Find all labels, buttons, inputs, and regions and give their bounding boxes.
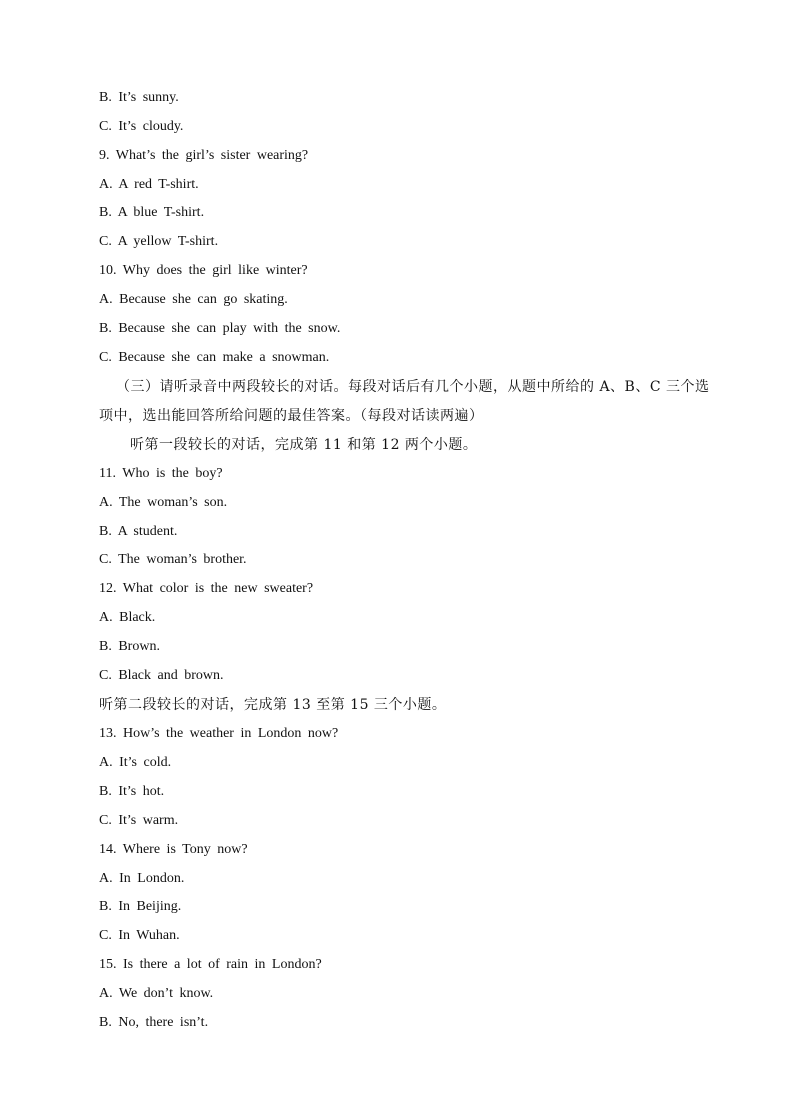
question-15: 15. Is there a lot of rain in London? (99, 957, 322, 972)
option-11c: C. The woman’s brother. (99, 552, 247, 567)
option-8c: C. It’s cloudy. (99, 119, 184, 134)
option-14b: B. In Beijing. (99, 899, 182, 914)
option-12b: B. Brown. (99, 639, 160, 654)
option-8b: B. It’s sunny. (99, 90, 179, 105)
question-9: 9. What’s the girl’s sister wearing? (99, 148, 309, 163)
option-13c: C. It’s warm. (99, 813, 179, 828)
option-13a: A. It’s cold. (99, 755, 172, 770)
option-10c: C. Because she can make a snowman. (99, 350, 330, 365)
option-12a: A. Black. (99, 610, 156, 625)
dialogue-1-heading: 听第一段较长的对话，完成第 11 和第 12 两个小题。 (130, 437, 478, 453)
dialogue-2-heading: 听第二段较长的对话，完成第 13 至第 15 三个小题。 (99, 697, 447, 713)
question-13: 13. How’s the weather in London now? (99, 726, 339, 741)
question-10: 10. Why does the girl like winter? (99, 263, 308, 278)
option-14c: C. In Wuhan. (99, 928, 180, 943)
option-13b: B. It’s hot. (99, 784, 165, 799)
option-11b: B. A student. (99, 524, 178, 539)
option-10a: A. Because she can go skating. (99, 292, 288, 307)
option-12c: C. Black and brown. (99, 668, 224, 683)
option-15a: A. We don’t know. (99, 986, 214, 1001)
option-11a: A. The woman’s son. (99, 495, 228, 510)
option-9b: B. A blue T-shirt. (99, 205, 205, 220)
question-14: 14. Where is Tony now? (99, 842, 248, 857)
option-15b: B. No, there isn’t. (99, 1015, 209, 1030)
option-14a: A. In London. (99, 871, 185, 886)
question-11: 11. Who is the boy? (99, 466, 223, 481)
section-3-instruction-cont: 项中，选出能回答所给问题的最佳答案。（每段对话读两遍） (99, 408, 484, 424)
section-3-instruction: （三）请听录音中两段较长的对话。每段对话后有几个小题，从题中所给的 A、B、C 三个选 (116, 379, 710, 395)
option-10b: B. Because she can play with the snow. (99, 321, 341, 336)
option-9c: C. A yellow T-shirt. (99, 234, 219, 249)
question-12: 12. What color is the new sweater? (99, 581, 314, 596)
option-9a: A. A red T-shirt. (99, 177, 199, 192)
